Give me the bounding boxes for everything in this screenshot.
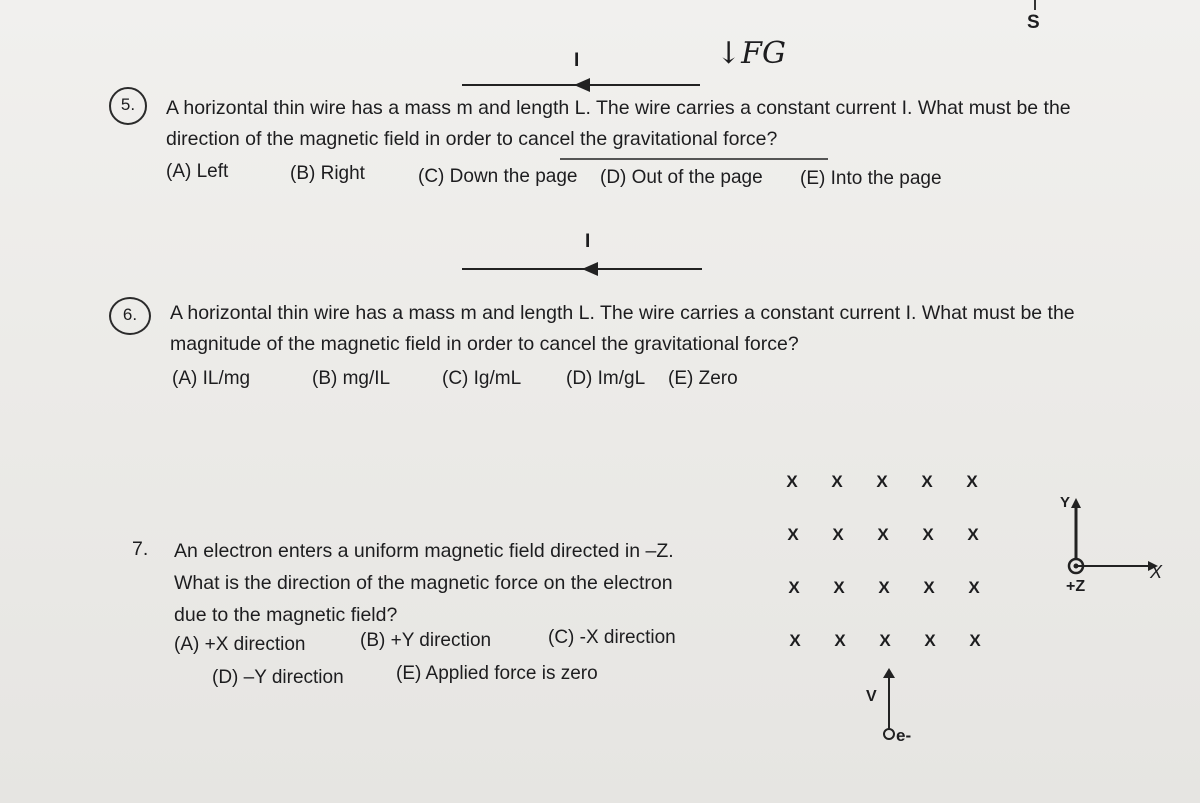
q5-current-label: I <box>574 50 580 71</box>
q6-current-arrow <box>582 262 598 276</box>
velocity-label: V <box>866 688 877 705</box>
axis-y-label: Y <box>1060 494 1071 511</box>
q6-option-e: (E) Zero <box>668 368 738 389</box>
q6-option-d: (D) Im/gL <box>566 368 646 389</box>
axes-diagram <box>1040 490 1163 610</box>
field-x-symbol: X <box>923 578 935 597</box>
field-x-symbol: X <box>788 578 800 597</box>
q5-option-b: (B) Right <box>290 163 365 184</box>
fg-handwriting: ↓FG <box>716 36 786 71</box>
field-x-symbol: X <box>833 578 845 597</box>
q7-line1: An electron enters a uniform magnetic field directed in –Z. <box>174 540 674 562</box>
field-x-symbol: X <box>786 472 798 491</box>
q7-option-a: (A) +X direction <box>174 634 306 655</box>
field-x-symbol: X <box>968 578 980 597</box>
field-x-symbol: X <box>876 472 888 491</box>
q6-option-a: (A) IL/mg <box>172 368 251 389</box>
velocity-arrow-head <box>883 668 895 678</box>
q5-line1: A horizontal thin wire has a mass m and length L. The wire carries a constant current I. What must be the <box>166 97 1071 119</box>
electron-dot <box>883 728 895 740</box>
field-x-symbol: X <box>878 578 890 597</box>
q5-question <box>166 93 1071 155</box>
q5-option-d: (D) Out of the page <box>600 167 763 188</box>
q7-line2: What is the direction of the magnetic force on the electron <box>174 572 673 594</box>
q6-number-text: 6. <box>122 305 138 324</box>
corner-tick <box>1034 0 1036 10</box>
field-x-symbol: X <box>834 631 846 650</box>
field-x-symbol: X <box>966 472 978 491</box>
field-x-symbol: X <box>789 631 801 650</box>
corner-label: S <box>1027 12 1040 33</box>
q6-option-c: (C) Ig/mL <box>442 368 522 389</box>
q6-line2: magnitude of the magnetic field in order to cancel the gravitational force? <box>170 333 799 355</box>
q7-number: 7. <box>132 538 149 560</box>
electron-label: e- <box>896 726 912 745</box>
field-x-symbol: X <box>922 525 934 544</box>
field-x-symbol: X <box>832 525 844 544</box>
q5-option-c: (C) Down the page <box>418 166 578 187</box>
axis-x-label: X <box>1150 562 1163 582</box>
q6-option-b: (B) mg/IL <box>312 368 391 389</box>
q7-option-e: (E) Applied force is zero <box>396 663 598 684</box>
q5-number-text: 5. <box>120 95 136 114</box>
field-x-symbol: X <box>924 631 936 650</box>
q5-line2: direction of the magnetic field in order to cancel the gravitational force? <box>166 128 778 150</box>
field-x-symbol: X <box>831 472 843 491</box>
q5-number <box>109 87 147 125</box>
field-x-symbol: X <box>921 472 933 491</box>
q7-option-d: (D) –Y direction <box>212 667 344 688</box>
axis-z-label: +Z <box>1066 578 1086 595</box>
field-x-symbol: X <box>967 525 979 544</box>
q7-option-c: (C) -X direction <box>548 627 676 648</box>
q7-line3: due to the magnetic field? <box>174 604 398 626</box>
q5-underline <box>560 158 828 160</box>
q6-number <box>109 297 151 335</box>
q6-current-label: I <box>585 231 591 252</box>
velocity-arrow-shaft <box>888 674 890 730</box>
field-x-symbol: X <box>969 631 981 650</box>
q5-current-arrow <box>574 78 590 92</box>
q5-option-e: (E) Into the page <box>800 168 942 189</box>
q7-question <box>174 535 674 631</box>
field-x-symbol: X <box>879 631 891 650</box>
q7-option-b: (B) +Y direction <box>360 630 492 651</box>
q6-line1: A horizontal thin wire has a mass m and length L. The wire carries a constant current I. What must be the <box>170 302 1075 324</box>
field-x-symbol: X <box>877 525 889 544</box>
q6-question <box>170 298 1075 360</box>
q5-option-a: (A) Left <box>166 161 229 182</box>
field-x-symbol: X <box>787 525 799 544</box>
